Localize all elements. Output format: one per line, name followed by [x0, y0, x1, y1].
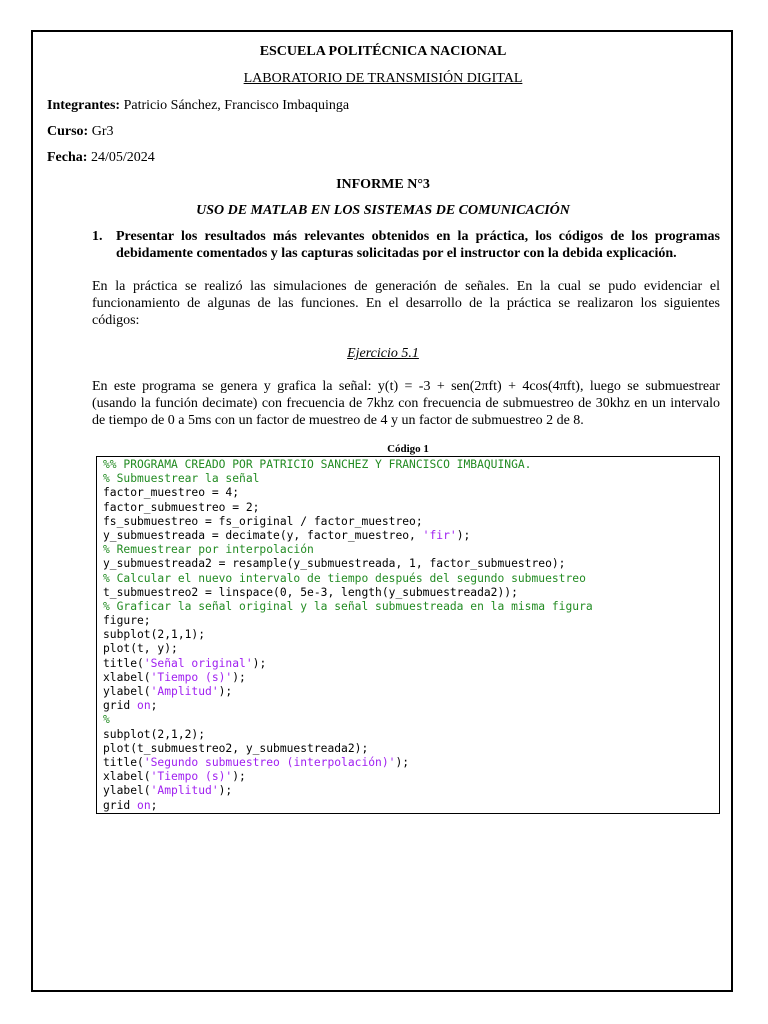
code-text: xlabel( [103, 670, 151, 684]
code-text: xlabel( [103, 770, 151, 784]
code-text: ); [218, 784, 233, 798]
question-line: Presentar los resultados más relevantes obtenidos en la práctica, los códigos de los programas [116, 229, 720, 244]
school-title: ESCUELA POLITÉCNICA NACIONAL [259, 44, 507, 59]
curso-value: Gr3 [88, 124, 114, 139]
code-line [103, 529, 713, 543]
code-block [96, 456, 720, 814]
code-text: fs_submuestreo = fs_original / factor_muestreo; [103, 514, 423, 528]
curso-label: Curso: [47, 124, 89, 139]
exercise-line: (usando la función decimate) con frecuencia de 7khz con frecuencia de submuestreo de 30khz en un intervalo [92, 396, 720, 411]
code-line [103, 600, 713, 614]
code-string: 'Señal original' [143, 656, 253, 670]
code-text: plot(t_submuestreo2, y_submuestreada2); [103, 741, 369, 755]
exercise-line: de tiempo de 0 a 5ms con un factor de muestreo de 4 y un factor de submuestreo 2 de 8. [92, 413, 584, 428]
code-text: ); [456, 528, 471, 542]
code-line [103, 543, 713, 557]
exercise-line: En este programa se genera y grafica la señal: y(t) = -3 + sen(2πft) + 4cos(4πft), luego se submuestrear [92, 379, 720, 394]
code-text: title( [103, 656, 144, 670]
code-string: 'Amplitud' [150, 784, 219, 798]
code-string: 'Segundo submuestreo (interpolación)' [143, 755, 396, 769]
code-text: ; [150, 699, 158, 713]
code-line [103, 799, 713, 813]
question-line: debidamente comentados y las capturas solicitadas por el instructor con la debida explicación. [116, 246, 677, 261]
integrantes-value: Patricio Sánchez, Francisco Imbaquinga [120, 98, 350, 113]
exercise-title-text: Ejercicio 5.1 [347, 346, 419, 361]
code-keyword: on [137, 798, 151, 812]
integrantes-label: Integrantes: [47, 98, 121, 113]
curso-row [47, 123, 114, 140]
exercise-title [33, 345, 733, 362]
lab-title-text: LABORATORIO DE TRANSMISIÓN DIGITAL [243, 71, 523, 86]
code-comment: % Graficar la señal original y la señal submuestreada en la misma figura [103, 599, 593, 613]
code-line [103, 713, 713, 727]
code-line [103, 586, 713, 600]
code-line [103, 572, 713, 586]
code-text: ); [252, 656, 267, 670]
code-line [103, 784, 713, 798]
code-line [103, 628, 713, 642]
code-string: 'fir' [422, 528, 457, 542]
code-keyword: on [137, 699, 151, 713]
exercise-paragraph [92, 378, 720, 429]
fecha-value: 24/05/2024 [87, 150, 155, 165]
code-text: subplot(2,1,1); [103, 628, 206, 642]
code-line [103, 614, 713, 628]
code-line [103, 557, 713, 571]
code-line [103, 728, 713, 742]
code-text: ylabel( [103, 784, 151, 798]
code-comment: %% PROGRAMA CREADO POR PATRICIO SANCHEZ Y FRANCISCO IMBAQUINGA. [103, 458, 532, 471]
code-line [103, 685, 713, 699]
code-text: t_submuestreo2 = linspace(0, 5e-3, length(y_submuestreada2)); [103, 585, 518, 599]
intro-paragraph [92, 278, 720, 329]
lab-title [33, 70, 733, 87]
code-line [103, 657, 713, 671]
code-comment: % Calcular el nuevo intervalo de tiempo después del segundo submuestreo [103, 571, 586, 585]
code-comment: % [103, 713, 110, 727]
code-text: ); [395, 755, 410, 769]
code-text: ; [150, 798, 158, 812]
code-text: grid [103, 798, 138, 812]
code-comment: % Remuestrear por interpolación [103, 543, 314, 557]
code-line [103, 642, 713, 656]
code-text: ); [232, 670, 246, 684]
code-line [103, 756, 713, 770]
code-text: ); [218, 685, 233, 698]
code-string: 'Tiempo (s)' [150, 670, 233, 684]
code-text: figure; [103, 614, 151, 628]
code-text: plot(t, y); [103, 642, 178, 656]
code-comment: % Submuestrear la señal [103, 472, 260, 486]
code-line [103, 770, 713, 784]
code-line [103, 501, 713, 515]
code-text: title( [103, 755, 144, 769]
code-text: y_submuestreada2 = resample(y_submuestreada, 1, factor_submuestreo); [103, 557, 566, 571]
code-string: 'Tiempo (s)' [150, 770, 233, 784]
code-text: factor_muestreo = 4; [103, 486, 240, 500]
code-text: ); [232, 770, 246, 784]
intro-line: En la práctica se realizó las simulaciones de generación de señales. En la cual se pudo evidenciar el [92, 279, 720, 294]
fecha-label: Fecha: [47, 150, 88, 165]
code-text: grid [103, 699, 138, 713]
code-text: ylabel( [103, 685, 151, 698]
fecha-row [47, 149, 155, 166]
code-line [103, 671, 713, 685]
integrantes-row [47, 97, 349, 114]
intro-line: funcionamiento de algunas de las funciones. En el desarrollo de la práctica se realizaron los siguientes [92, 296, 720, 311]
question-text [116, 228, 720, 262]
code-line [103, 515, 713, 529]
code-line [103, 742, 713, 756]
code-text: y_submuestreada = decimate(y, factor_muestreo, [103, 528, 423, 542]
code-lines [103, 458, 713, 813]
code-line [103, 458, 713, 472]
question-number: 1. [92, 229, 103, 244]
code-string: 'Amplitud' [150, 685, 219, 698]
code-line [103, 699, 713, 713]
code-caption: Código 1 [387, 443, 429, 455]
code-text: factor_submuestreo = 2; [103, 500, 260, 514]
code-line [103, 486, 713, 500]
intro-line: códigos: [92, 313, 140, 328]
code-text: subplot(2,1,2); [103, 727, 206, 741]
report-subtitle: USO DE MATLAB EN LOS SISTEMAS DE COMUNICACIÓN [196, 203, 570, 218]
code-line [103, 472, 713, 486]
report-title: INFORME N°3 [336, 177, 430, 192]
